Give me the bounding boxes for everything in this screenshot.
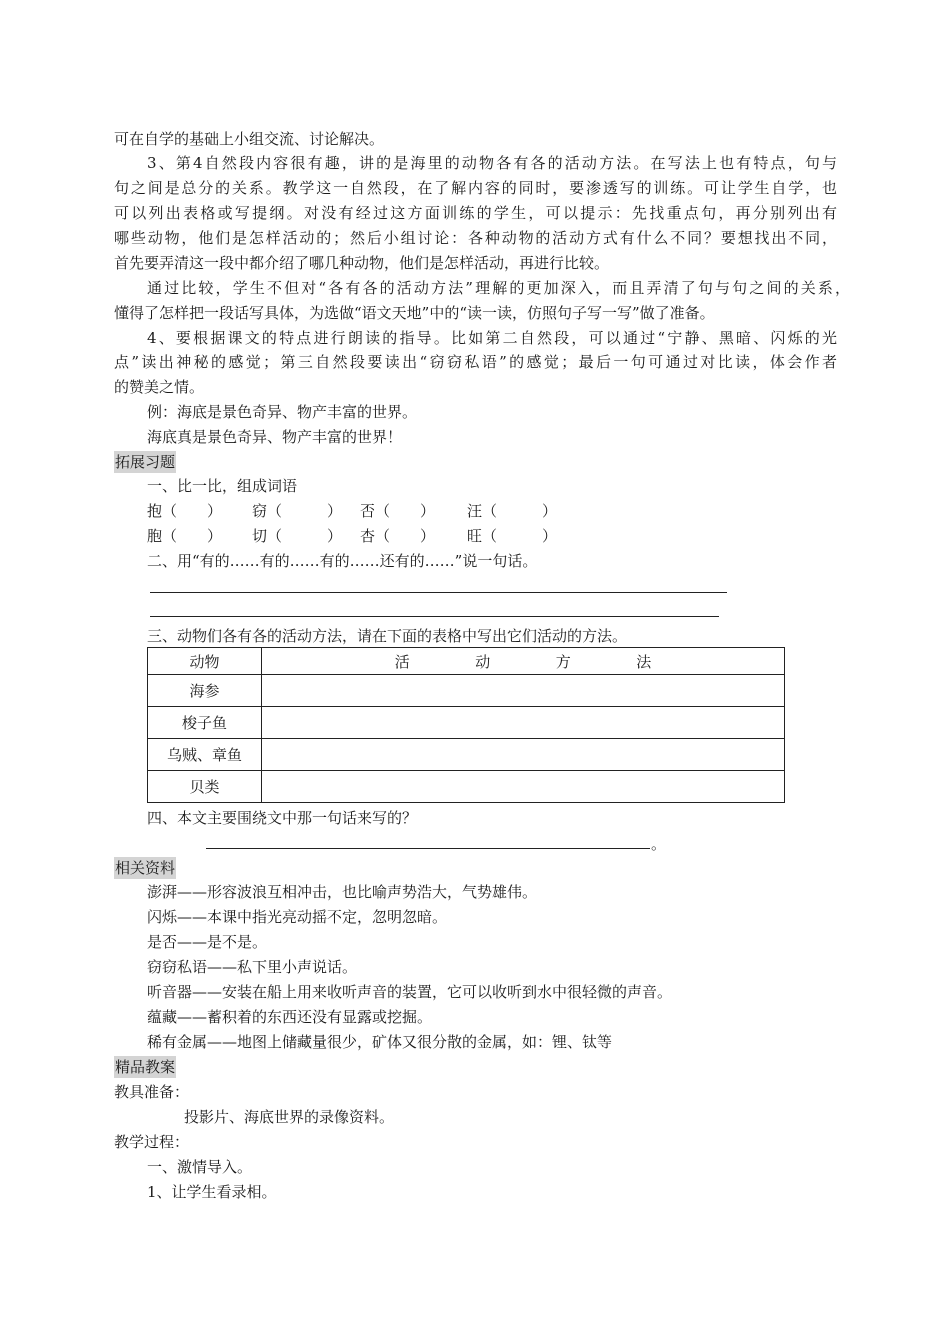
table-header-animal: 动物 bbox=[148, 648, 262, 675]
intro-line: 4、要根据课文的特点进行朗读的指导。比如第二自然段，可以通过“宁静、黑暗、闪烁的光 bbox=[147, 329, 837, 347]
reference-item: 是否——是不是。 bbox=[147, 933, 268, 951]
section-heading-lesson-plan: 精品教案 bbox=[115, 1058, 176, 1076]
section-heading-exercises: 拓展习题 bbox=[115, 453, 176, 471]
table-cell-method[interactable] bbox=[262, 771, 785, 803]
table-header-method-char: 方 bbox=[555, 652, 571, 671]
table-row bbox=[148, 739, 785, 771]
answer-line bbox=[206, 848, 650, 849]
intro-line: 通过比较，学生不但对“各有各的活动方法”理解的更加深入，而且弄清了句与句之间的关系， bbox=[147, 279, 850, 297]
table-cell-animal: 乌贼、章鱼 bbox=[148, 739, 262, 771]
reference-item: 蕴藏——蓄积着的东西还没有显露或挖掘。 bbox=[147, 1008, 433, 1026]
question-4: 四、本文主要围绕文中那一句话来写的？ bbox=[147, 809, 418, 827]
word-blank: 旺（ ） bbox=[467, 527, 558, 545]
word-blank: 否（ ） bbox=[360, 502, 436, 520]
table-row bbox=[148, 707, 785, 739]
table-cell-method[interactable] bbox=[262, 675, 785, 707]
section-heading-references: 相关资料 bbox=[115, 859, 176, 877]
table-row bbox=[148, 675, 785, 707]
intro-line: 海底真是景色奇异、物产丰富的世界！ bbox=[147, 428, 403, 446]
intro-line: 懂得了怎样把一段话写具体，为选做“语文天地”中的“读一读，仿照句子写一写”做了准备。 bbox=[114, 304, 715, 322]
question-3: 三、动物们各有各的活动方法，请在下面的表格中写出它们活动的方法。 bbox=[147, 627, 628, 645]
intro-line: 可在自学的基础上小组交流、讨论解决。 bbox=[114, 130, 385, 148]
intro-line: 可以列出表格或写提纲。对没有经过这方面训练的学生，可以提示：先找重点句，再分别列出有 bbox=[114, 204, 837, 222]
table-header-row bbox=[148, 648, 785, 675]
reference-item: 澎湃——形容波浪互相冲击，也比喻声势浩大，气势雄伟。 bbox=[147, 883, 538, 901]
tools-label: 教具准备： bbox=[114, 1083, 190, 1101]
table-cell-animal: 梭子鱼 bbox=[148, 707, 262, 739]
word-blank: 抱（ ） bbox=[147, 502, 223, 520]
reference-item: 稀有金属——地图上储藏量很少，矿体又很分散的金属，如：锂、钛等 bbox=[147, 1033, 613, 1051]
intro-line: 3、第4自然段内容很有趣，讲的是海里的动物各有各的活动方法。在写法上也有特点，句与 bbox=[147, 154, 837, 172]
process-label: 教学过程： bbox=[114, 1133, 190, 1151]
process-step: 一、激情导入。 bbox=[147, 1158, 253, 1176]
table-header-method-char: 动 bbox=[475, 652, 491, 671]
word-blank: 胞（ ） bbox=[147, 527, 223, 545]
table-cell-method[interactable] bbox=[262, 707, 785, 739]
answer-end-mark: 。 bbox=[651, 835, 667, 853]
intro-line: 例：海底是景色奇异、物产丰富的世界。 bbox=[147, 403, 418, 421]
intro-line: 点”读出神秘的感觉；第三自然段要读出“窃窃私语”的感觉；最后一句可通过对比读，体会作者 bbox=[114, 353, 837, 371]
activity-table bbox=[147, 647, 785, 803]
question-1: 一、比一比，组成词语 bbox=[147, 477, 298, 495]
word-blank: 窃（ ） bbox=[252, 502, 343, 520]
table-header-method bbox=[262, 648, 785, 675]
table-header-method-char: 法 bbox=[636, 652, 652, 671]
table-header-method-char: 活 bbox=[394, 652, 410, 671]
word-blank: 杏（ ） bbox=[360, 527, 436, 545]
reference-item: 听音器——安装在船上用来收听声音的装置，它可以收听到水中很轻微的声音。 bbox=[147, 983, 673, 1001]
tools-text: 投影片、海底世界的录像资料。 bbox=[184, 1108, 395, 1126]
table-cell-method[interactable] bbox=[262, 739, 785, 771]
table-cell-animal: 贝类 bbox=[148, 771, 262, 803]
intro-line: 的赞美之情。 bbox=[114, 378, 205, 396]
intro-line: 句之间是总分的关系。教学这一自然段，在了解内容的同时，要渗透写的训练。可让学生自学，也 bbox=[114, 179, 837, 197]
table-row bbox=[148, 771, 785, 803]
answer-line bbox=[150, 592, 727, 593]
question-2: 二、用“有的……有的……有的……还有的……”说一句话。 bbox=[147, 552, 538, 570]
reference-item: 闪烁——本课中指光亮动摇不定，忽明忽暗。 bbox=[147, 908, 448, 926]
reference-item: 窃窃私语——私下里小声说话。 bbox=[147, 958, 358, 976]
answer-line bbox=[150, 616, 719, 617]
word-blank: 切（ ） bbox=[252, 527, 343, 545]
word-blank: 汪（ ） bbox=[467, 502, 558, 520]
process-substep: 1、让学生看录相。 bbox=[147, 1183, 277, 1201]
intro-line: 首先要弄清这一段中都介绍了哪几种动物，他们是怎样活动，再进行比较。 bbox=[114, 254, 610, 272]
intro-line: 哪些动物，他们是怎样活动的；然后小组讨论：各种动物的活动方式有什么不同？要想找出不同， bbox=[114, 229, 837, 247]
table-cell-animal: 海参 bbox=[148, 675, 262, 707]
